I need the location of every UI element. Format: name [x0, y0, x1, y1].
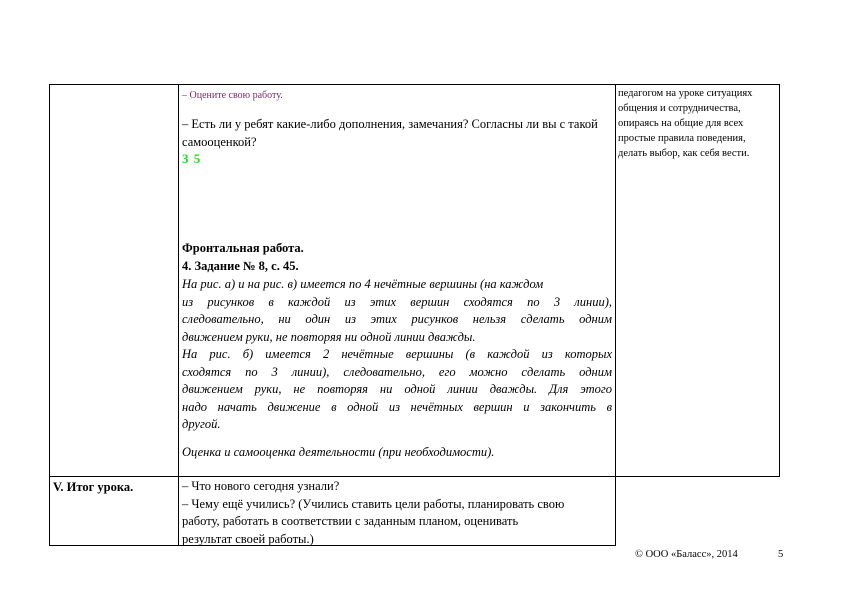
assess-own-work-text: – Оцените свою работу.: [182, 90, 283, 101]
paragraph-line: На рис. а) и на рис. в) имеется по 4 нечётные вершины (на каждом: [182, 277, 544, 291]
right-line: общения и сотрудничества,: [618, 103, 741, 114]
paragraph-line: На рис. б) имеется 2 нечётные вершины (в каждой из которых: [182, 347, 612, 361]
task-heading: 4. Задание № 8, с. 45.: [182, 259, 299, 273]
paragraph-line: движением руки, не повторяя ни одной линии дважды. Для этого: [182, 382, 612, 396]
paragraph-line: надо начать движение в одной из нечётных вершин и закончить в: [182, 399, 612, 414]
paragraph-line: другой.: [182, 417, 221, 431]
summary-line: – Чему ещё учились? (Учились ставить цели работы, планировать свою: [182, 496, 565, 511]
paragraph-line: следовательно, ни один из этих рисунков нельзя сделать одним: [182, 312, 612, 326]
right-line: простые правила поведения,: [618, 133, 746, 144]
right-column-text: [618, 86, 778, 161]
lesson-summary-text: [182, 478, 614, 548]
row-separator: [49, 476, 780, 477]
additions-question: – Есть ли у ребят какие-либо дополнения, замечания? Согласны ли вы с такой самооценкой?: [182, 117, 598, 149]
lesson-summary-heading: V. Итог урока.: [53, 480, 134, 494]
table-top-border: [49, 84, 780, 85]
table-left-border: [49, 84, 50, 546]
solution-paragraph-1: [182, 276, 612, 346]
summary-line: результат своей работы.): [182, 531, 314, 546]
column-divider-2: [615, 84, 616, 546]
grades-text: 3 5: [182, 151, 202, 166]
table-right-border: [779, 84, 780, 477]
column-divider-1: [178, 84, 179, 546]
page-number: 5: [778, 549, 784, 560]
copyright-footer: © ООО «Баласс», 2014: [635, 549, 738, 560]
right-line: педагогом на уроке ситуациях: [618, 88, 753, 99]
paragraph-line: движением руки, не повторяя ни одной линии дважды.: [182, 329, 476, 344]
solution-paragraph-2: [182, 346, 612, 434]
assessment-text: Оценка и самооценка деятельности (при необходимости).: [182, 445, 495, 459]
frontal-work-heading: Фронтальная работа.: [182, 241, 304, 255]
paragraph-line: сходятся по 3 линии), следовательно, его можно сделать одним: [182, 364, 612, 379]
summary-line: – Что нового сегодня узнали?: [182, 479, 340, 493]
right-line: делать выбор, как себя вести.: [618, 148, 750, 159]
right-line: опираясь на общие для всех: [618, 118, 744, 129]
paragraph-line: из рисунков в каждой из этих вершин сходятся по 3 линии),: [182, 294, 612, 309]
summary-line: работу, работать в соответствии с заданным планом, оценивать: [182, 514, 519, 528]
